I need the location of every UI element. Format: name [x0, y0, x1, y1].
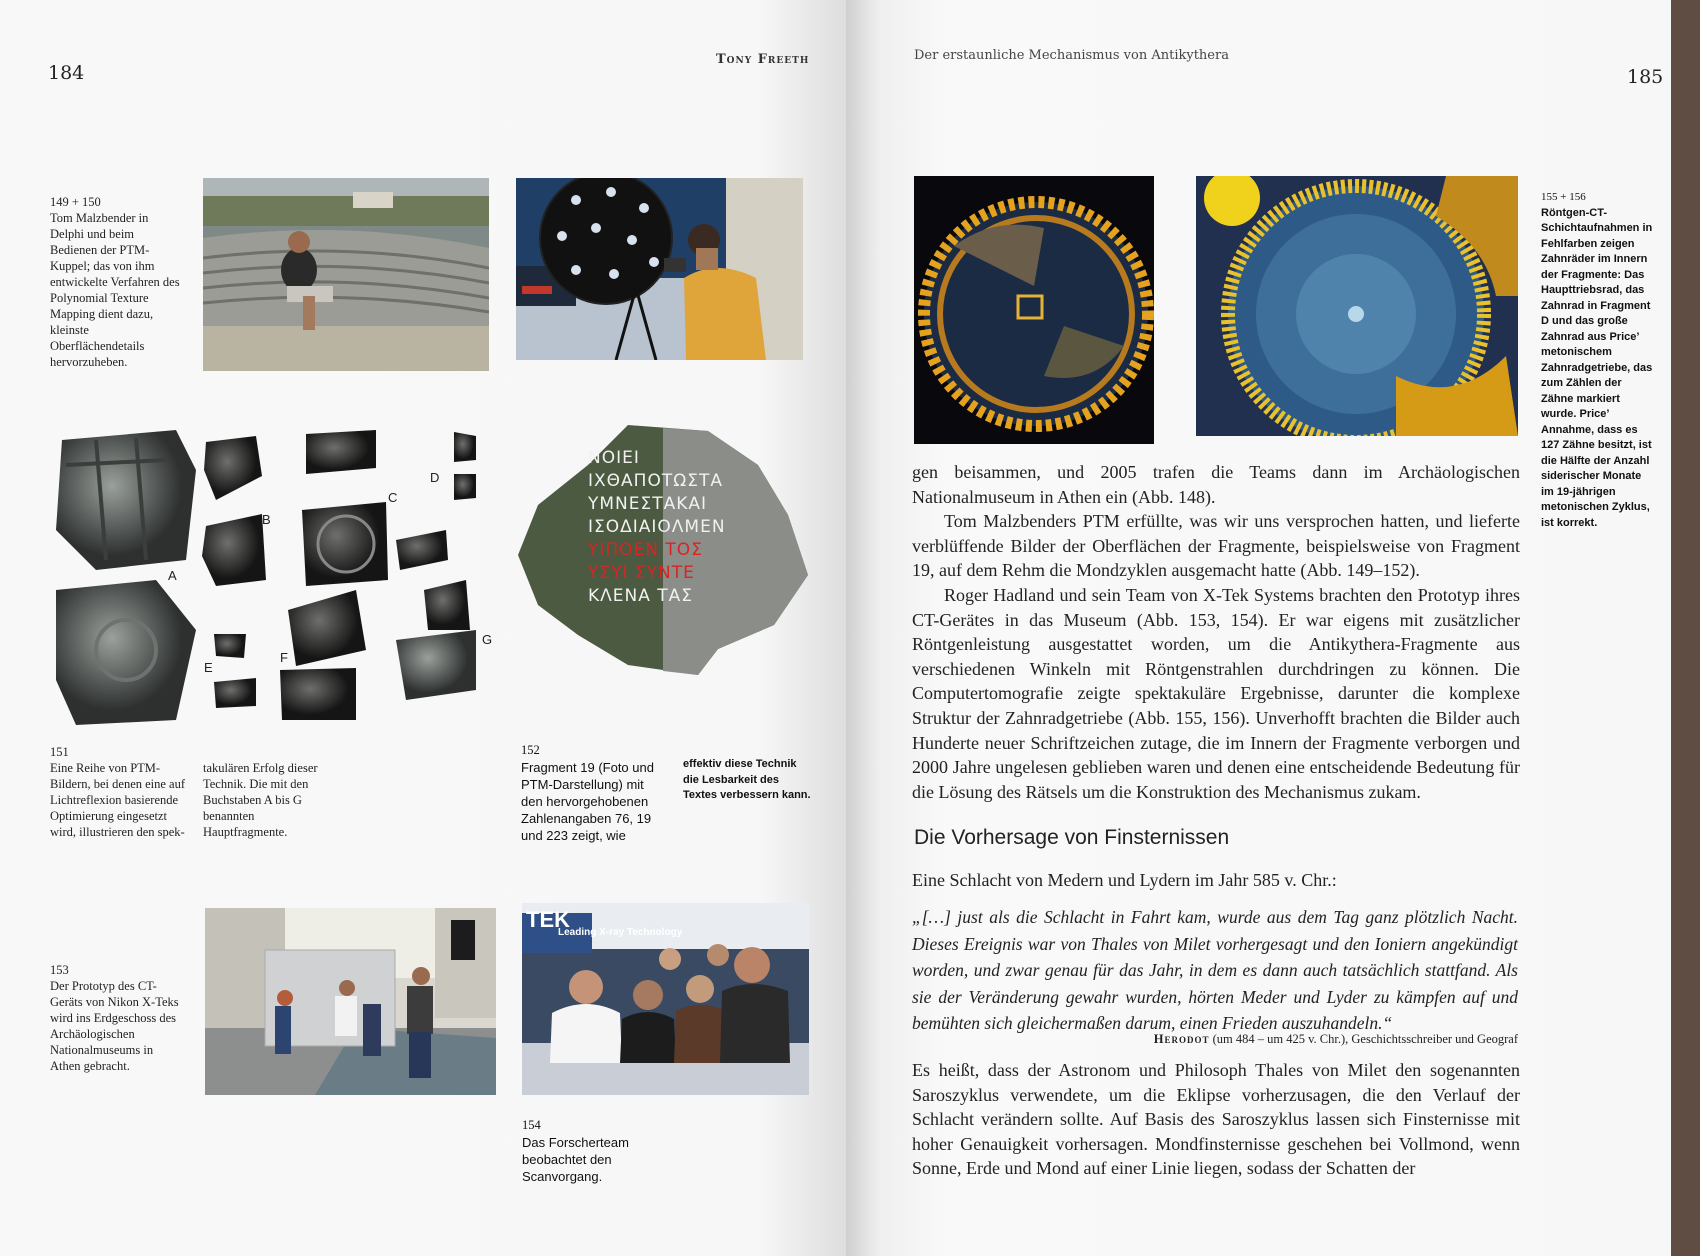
caption-number: 154 — [522, 1118, 541, 1132]
photo-delphi-theater — [203, 178, 489, 371]
caption-text: Tom Malzbender in Delphi und beim Bedienen der PTM-Kuppel; das von ihm entwickelte Verfahren des Polynomial Texture Mapping dient dazu, kleinste Oberflächendetails hervorzuheben. — [50, 211, 180, 369]
section-heading: Die Vorhersage von Finsternissen — [914, 826, 1230, 849]
caption-153 — [50, 962, 180, 1074]
fragment-label-d: D — [430, 470, 440, 485]
caption-149-150 — [50, 194, 182, 370]
fragment-label-a: A — [168, 568, 177, 583]
caption-154 — [522, 1117, 662, 1185]
inscription-line: ΙΧΘΑΠΟΤΩΣΤΑ — [588, 471, 723, 491]
photo-fragment-19 — [518, 425, 808, 675]
photo-ptm-dome — [516, 178, 803, 360]
inscription-line: ΚΛΕΝΑ ΤΑΣ — [588, 586, 694, 606]
caption-text: Fragment 19 (Foto und PTM-Darstellung) mit den hervorgehobenen Zahlenangaben 76, 19 und 223 zeigt, wie — [521, 760, 654, 843]
banner-slogan: Leading X-ray Technology — [558, 927, 683, 938]
page-number-left: 184 — [48, 62, 85, 84]
paragraph: gen beisammen, und 2005 trafen die Teams dann im Archäologischen Nationalmuseum in Athen ein (Abb. 148). — [912, 462, 1520, 507]
photo-ct-delivery — [205, 908, 496, 1095]
inscription-line-highlighted: ΥΣΥΙ ΣΥΝΤΕ — [588, 563, 695, 583]
caption-number: 152 — [521, 743, 540, 757]
body-text-lower — [912, 1058, 1520, 1181]
caption-number: 155 + 156 — [1541, 191, 1586, 203]
caption-151-col1 — [50, 744, 190, 840]
fragment-label-f: F — [280, 650, 288, 665]
running-head-left: Tony Freeth — [716, 52, 810, 67]
caption-text: Röntgen-CT-Schichtaufnahmen in Fehlfarben zeigen Zahnräder im Innern der Fragmente: Das Haupttriebsrad, das Zahnrad in Fragment D und das große Zahnrad aus Price’ metonischem Zahnradgetriebe, das zum Zählen der Zähne markiert wurde. Price’ Annahme, dass es 127 Zähne besitzt, ist die Hälfte der Anzahl siderischer Monate im 19-jährigen metonischen Zyklus, ist korrekt. — [1541, 206, 1653, 529]
ct-scan-fragment-gear — [914, 176, 1154, 444]
page-number-right: 185 — [1627, 66, 1664, 88]
attribution-author: Herodot — [1153, 1032, 1210, 1046]
paragraph: Roger Hadland und sein Team von X-Tek Systems brachten den Prototyp ihres CT-Gerätes in das Museum (Abb. 153, 154). Er war eigens mit zusätzlicher Röntgenleistung ausgestattet worden, um die Antikythera-Fragmente aus verschiedenen Winkeln mit Röntgenstrahlen durchdringen zu können. Die Computertomografie zeigte spektakuläre Ergebnisse, darunter die komplexe Struktur der Zahnradgetriebe (Abb. 155, 156). Unverhofft brachten die Bilder auch Hunderte neuer Schriftzeichen zutage, die im Innern der Fragmente verborgen und 2000 Jahre ungelesen geblieben waren und denen eine entscheidende Bedeutung für die Lösung des Rätsels um die Konstruktion des Mechanismus zukam. — [912, 584, 1520, 802]
inscription-line: ΙΣΟΔΙΑΙΟΛΜΕΝ — [588, 517, 726, 537]
body-text-upper — [912, 460, 1520, 804]
fragment-label-g: G — [482, 632, 493, 647]
photo-research-team — [522, 903, 809, 1095]
fragment-label-e: E — [204, 660, 213, 675]
caption-152-col2: effektiv diese Technik die Lesbarkeit des Textes verbessern kann. — [683, 758, 811, 801]
paragraph: Es heißt, dass der Astronom und Philosoph Thales von Milet den sogenannten Saroszyklus verwendete, um die Eklipse vorherzusagen, die den Verlauf der Schlacht verändern sollte. Auf Basis des Saroszyklus lassen sich Finsternisse mit hoher Genauigkeit vorhersagen. Mondfinsternisse geschehen bei Vollmond, wenn Sonne, Erde und Mond auf einer Linie liegen, sodass der Schatten der — [912, 1060, 1520, 1179]
fragment-label-b: B — [262, 512, 271, 527]
paragraph: Tom Malzbenders PTM erfüllte, was wir uns versprochen hatten, und lieferte verblüffende Bilder der Oberflächen der Fragmente, beispielsweise von Fragment 19, auf dem Rehm die Mondzyklen ausgemacht hatte (Abb. 149–152). — [912, 511, 1520, 581]
inscription-line: ΝΟΙΕΙ — [588, 448, 640, 468]
quote-intro: Eine Schlacht von Medern und Lydern im Jahr 585 v. Chr.: — [912, 870, 1337, 890]
caption-text: Eine Reihe von PTM-Bildern, bei denen eine auf Lichtreflexion basierende Optimierung eingesetzt wird, illustrieren den spek- — [50, 761, 186, 839]
ct-scan-large-gear — [1196, 176, 1518, 436]
caption-text: Der Prototyp des CT-Geräts von Nikon X-Teks wird ins Erdgeschoss des Archäologischen Nationalmuseums in Athen gebracht. — [50, 979, 179, 1073]
inscription-line: ΥΜΝΕΣΤΑΚΑΙ — [588, 494, 708, 514]
inscription-line-highlighted: ΥΙΠΟΕΝ ΤΟΣ — [588, 540, 703, 560]
caption-number: 151 — [50, 745, 69, 759]
fragment-label-c: C — [388, 490, 398, 505]
running-head-right: Der erstaunliche Mechanismus von Antikythera — [914, 48, 1229, 63]
banner-logo: TEK — [526, 907, 570, 932]
caption-text: Das Forscherteam beobachtet den Scanvorgang. — [522, 1135, 629, 1184]
caption-number: 149 + 150 — [50, 195, 101, 209]
caption-number: 153 — [50, 963, 69, 977]
inscription-text — [588, 447, 778, 608]
herodotus-quote: „[…] just als die Schlacht in Fahrt kam, wurde aus dem Tag ganz plötzlich Nacht. Dieses Ereignis war von Thales von Milet vorhergesagt und den Ioniern angekündigt worden, und zwar genau für das Jahr, in dem es dann auch tatsächlich stattfand. Als sie der Veränderung gewahr wurden, hörten Meder und Lyder zu kämpfen auf und bemühten sich gleichermaßen darum, einen Frieden auszuhandeln.“ — [912, 907, 1518, 1033]
quote-attribution — [912, 1032, 1518, 1047]
attribution-detail: (um 484 – um 425 v. Chr.), Geschichtsschreiber und Geograf — [1209, 1032, 1518, 1046]
caption-152-col1 — [521, 742, 666, 844]
caption-151-col2: takulären Erfolg dieser Technik. Die mit den Buchstaben A bis G benannten Hauptfragmente. — [203, 761, 318, 839]
caption-155-156 — [1541, 190, 1657, 531]
right-page — [846, 0, 1671, 1256]
